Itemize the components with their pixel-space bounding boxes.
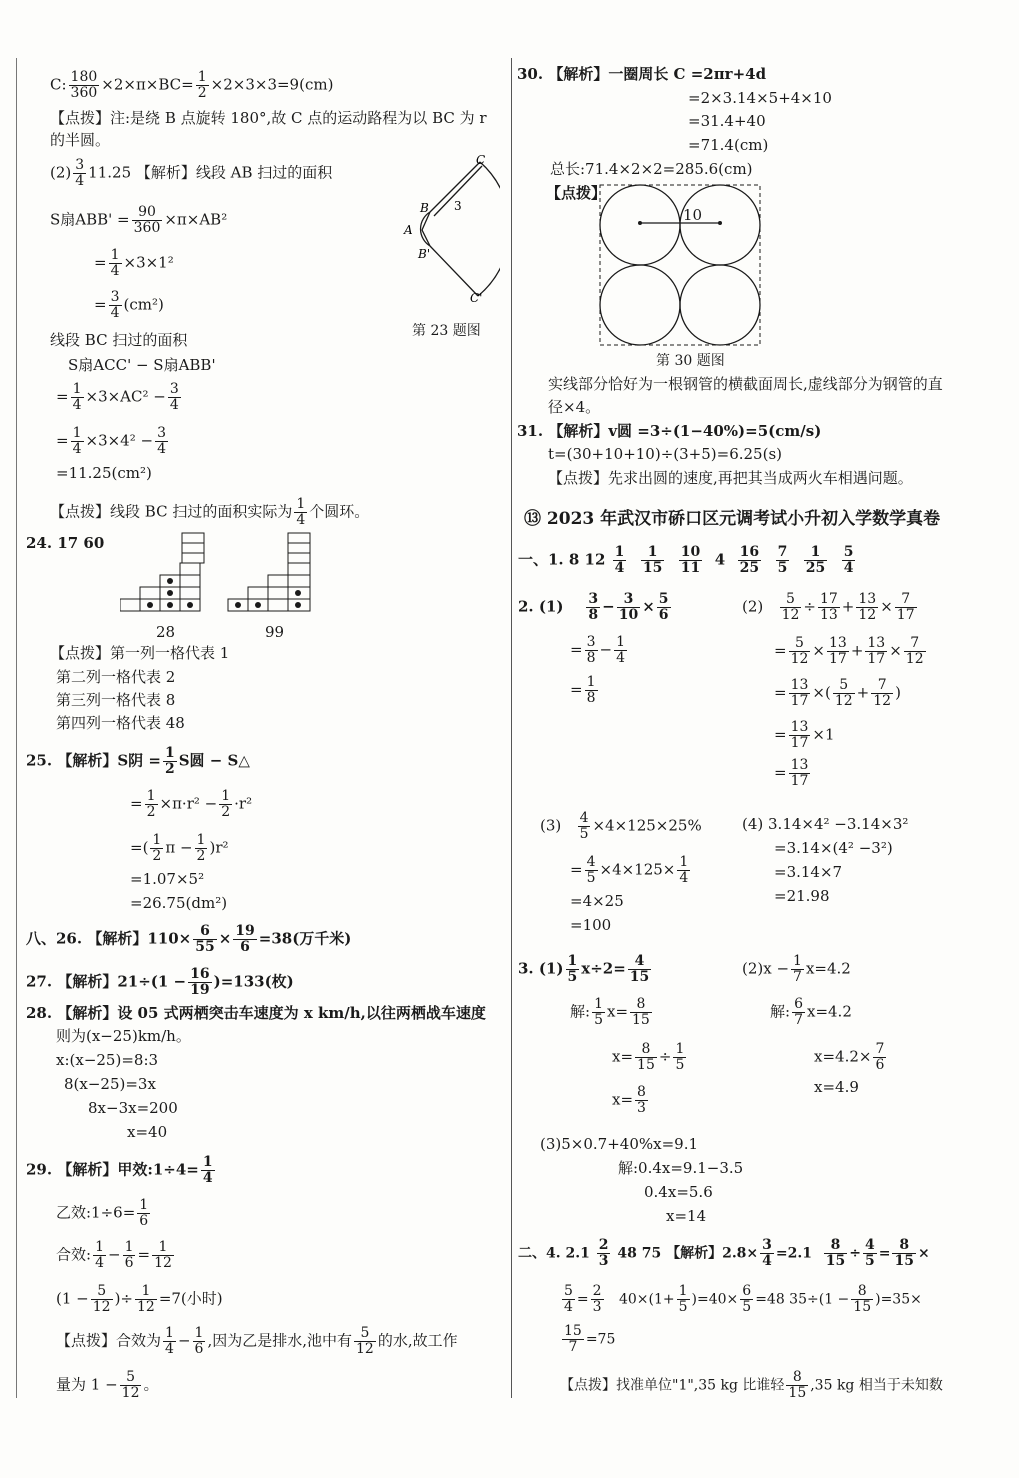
answer-29: 29. 【解析】甲效:1÷4= $\frac{1}{4}$ — [26, 1154, 213, 1186]
answer-28-b: 则为(x−25)km/h。 — [56, 1027, 191, 1045]
left-margin-rule — [16, 58, 17, 1398]
answer-31: 31. 【解析】v圆 =3÷(1−40%)=5(cm/s) — [517, 422, 822, 440]
dianbo-30-text-b: 径×4。 — [548, 398, 601, 416]
area-bc-1: S扇ACC' − S扇ABB' — [68, 356, 216, 374]
answer-24: 24. 17 60 — [26, 534, 105, 552]
equation-3-2-d: x=4.9 — [814, 1078, 859, 1096]
answer-28-c: x:(x−25)=8:3 — [56, 1051, 159, 1069]
answer-25-5: =26.75(dm²) — [130, 894, 228, 912]
calc-2-3-b: = $\frac{4}{5}$ ×4×125× $\frac{1}{4}$ — [570, 854, 689, 886]
calc-2-4-d: =21.98 — [774, 887, 830, 905]
equation-3-2: (2)x − $\frac{1}{7}$ x=4.2 — [742, 953, 851, 985]
svg-text:A: A — [404, 223, 413, 237]
svg-text:C': C' — [470, 291, 483, 305]
label-28: 28 — [156, 623, 176, 641]
answer-30: 30. 【解析】一圈周长 C =2πr+4d — [517, 65, 767, 83]
area-bc-2: = $\frac{1}{4}$ ×3×AC² − $\frac{3}{4}$ — [56, 381, 179, 413]
dianbo-29-b: 量为 1 − $\frac{5}{12}$ 。 — [56, 1369, 159, 1401]
calc-2-4-b: =3.14×(4² −3²) — [774, 839, 893, 857]
calc-2-2-e: = $\frac{13}{17}$ — [774, 757, 809, 789]
calc-2-3-c: =4×25 — [570, 892, 624, 910]
dianbo-23: 【点拨】注:是绕 B 点旋转 180°,故 C 点的运动路程为以 BC 为 r — [50, 109, 487, 127]
answer-25-4: =1.07×5² — [130, 870, 205, 888]
equation-3-1-d: x= $\frac{8}{3}$ — [612, 1084, 646, 1116]
answer-27: 27. 【解析】21÷(1 − $\frac{16}{19}$ )=133(枚) — [26, 966, 294, 998]
answer-26: 八、26. 【解析】110× $\frac{6}{55}$ × $\frac{19}{6}$ =38(万千米) — [26, 923, 352, 955]
svg-text:B': B' — [418, 247, 431, 261]
equation-3-3-c: 0.4x=5.6 — [644, 1183, 713, 1201]
calc-2-2-b: = $\frac{5}{12}$ × $\frac{13}{17}$ + $\frac{13}{17}$ × $\frac{7}{12}$ — [774, 635, 924, 667]
answer-4-b: $\frac{5}{4}$ = $\frac{2}{3}$ 40×(1+ $\frac{1}{5}$ )=40× $\frac{6}{5}$ =48 35÷(1 − $\frac{8}{15}$ )=35× — [564, 1283, 922, 1315]
answer-4: 二、4. 2.1 $\frac{2}{3}$ 48 75 【解析】2.8× $\frac{3}{4}$ =2.1 $\frac{8}{15}$ ÷ $\frac{4}{5}$ = $\frac{8}{15}$ × — [518, 1237, 930, 1269]
answer-30-d: =71.4(cm) — [688, 136, 769, 154]
equation-3-3: (3)5×0.7+40%x=9.1 — [540, 1135, 699, 1153]
figure-30-caption: 第 30 题图 — [656, 353, 725, 369]
calc-2-3: (3) $\frac{4}{5}$ ×4×125×25% — [540, 810, 702, 842]
calc-2-3-d: =100 — [570, 916, 612, 934]
label-99: 99 — [265, 623, 285, 641]
answer-31-b: t=(30+10+10)÷(3+5)=6.25(s) — [548, 445, 782, 463]
area-bc-4: =11.25(cm²) — [56, 464, 152, 482]
dianbo-24-d: 第四列一格代表 48 — [56, 714, 185, 732]
calc-2-2: (2) $\frac{5}{12}$ ÷ $\frac{17}{13}$ + $\frac{13}{12}$ × $\frac{7}{17}$ — [742, 591, 915, 623]
svg-text:B: B — [420, 201, 429, 215]
answer-29-d: (1 − $\frac{5}{12}$ )÷ $\frac{1}{12}$ =7(小时) — [56, 1283, 223, 1315]
figure-30-circles — [598, 183, 764, 349]
column-divider — [511, 58, 512, 1398]
dianbo-30: 【点拨】 — [546, 184, 607, 202]
area-abb-1: S扇ABB' = $\frac{90}{360}$ ×π×AB² — [50, 204, 228, 236]
answer-4-c: $\frac{15}{7}$ =75 — [564, 1323, 616, 1355]
answer-23-2: (2) $\frac{3}{4}$ 11.25 【解析】线段 AB 扫过的面积 — [50, 157, 333, 189]
equation-3-1-b: 解: $\frac{1}{5}$ x= $\frac{8}{15}$ — [570, 996, 650, 1028]
answer-30-b: =2×3.14×5+4×10 — [688, 89, 832, 107]
answer-29-c: 合效: $\frac{1}{4}$ − $\frac{1}{6}$ = $\frac{1}{12}$ — [56, 1239, 172, 1271]
answer-1: 一、1. 8 12 $\frac{1}{4}$ $\frac{1}{15}$ $\frac{10}{11}$ 4 $\frac{16}{25}$ $\frac{7}{5}$ $\frac{1}{25}$ $\frac{5}{4}$ — [518, 544, 854, 576]
figure-23-caption: 第 23 题图 — [412, 323, 481, 339]
answer-23-c-line: C: $\frac{180}{360}$ ×2×π×BC= $\frac{1}{2}$ ×2×3×3=9(cm) — [50, 69, 334, 101]
equation-3-2-c: x=4.2× $\frac{7}{6}$ — [814, 1041, 885, 1073]
answer-25: 25. 【解析】S阴 = $\frac{1}{2}$ S圆 − S△ — [26, 745, 250, 777]
svg-text:C: C — [476, 153, 486, 167]
label-10: 10 — [683, 206, 703, 224]
dianbo-23-cont: 的半圆。 — [50, 131, 111, 149]
calc-2-1-c: = $\frac{1}{8}$ — [570, 674, 596, 706]
equation-3-3-d: x=14 — [666, 1207, 707, 1225]
calc-2-4-c: =3.14×7 — [774, 863, 843, 881]
dianbo-24-b: 第二列一格代表 2 — [56, 668, 176, 686]
area-abb-3: = $\frac{3}{4}$ (cm²) — [94, 289, 164, 321]
dianbo-24-a: 【点拨】第一列一格代表 1 — [50, 644, 230, 662]
dianbo-31: 【点拨】先求出圆的速度,再把其当成两火车相遇问题。 — [548, 469, 913, 487]
equation-3-3-b: 解:0.4x=9.1−3.5 — [618, 1159, 744, 1177]
answer-28-e: 8x−3x=200 — [88, 1099, 178, 1117]
dianbo-24-c: 第三列一格代表 8 — [56, 691, 176, 709]
answer-28: 28. 【解析】设 05 式两栖突击车速度为 x km/h,以往两栖战车速度 — [26, 1004, 486, 1022]
calc-2-2-c: = $\frac{13}{17}$ ×( $\frac{5}{12}$ + $\frac{7}{12}$ ) — [774, 677, 901, 709]
area-abb-2: = $\frac{1}{4}$ ×3×1² — [94, 247, 174, 279]
dianbo-29: 【点拨】合效为 $\frac{1}{4}$ − $\frac{1}{6}$ ,因为乙是排水,池中有 $\frac{5}{12}$ 的水,故工作 — [56, 1325, 458, 1357]
calc-2-4: (4) 3.14×4² −3.14×3² — [742, 815, 909, 833]
answer-30-c: =31.4+40 — [688, 112, 766, 130]
area-bc-label: 线段 BC 扫过的面积 — [50, 331, 188, 349]
svg-text:3: 3 — [454, 199, 462, 213]
answer-30-e: 总长:71.4×2×2=285.6(cm) — [550, 160, 753, 178]
dianbo-4: 【点拨】找准单位"1",35 kg 比谁轻 $\frac{8}{15}$ ,35 kg 相当于未知数 — [560, 1369, 943, 1401]
calc-2-2-d: = $\frac{13}{17}$ ×1 — [774, 719, 835, 751]
equation-3-2-b: 解: $\frac{6}{7}$ x=4.2 — [770, 996, 852, 1028]
answer-28-d: 8(x−25)=3x — [64, 1075, 156, 1093]
figure-23-sector — [400, 150, 500, 310]
area-bc-3: = $\frac{1}{4}$ ×3×4² − $\frac{3}{4}$ — [56, 425, 166, 457]
equation-3-1-c: x= $\frac{8}{15}$ ÷ $\frac{1}{5}$ — [612, 1041, 685, 1073]
answer-29-b: 乙效:1÷6= $\frac{1}{6}$ — [56, 1197, 149, 1229]
answer-28-f: x=40 — [127, 1123, 168, 1141]
answer-25-2: = $\frac{1}{2}$ ×π·r² − $\frac{1}{2}$ ·r² — [130, 788, 253, 820]
figure-24-grids — [120, 531, 340, 613]
calc-2-1-b: = $\frac{3}{8}$ − $\frac{1}{4}$ — [570, 634, 625, 666]
equation-3-1: 3. (1) $\frac{1}{5}$ x÷2= $\frac{4}{15}$ — [518, 953, 650, 985]
dianbo-23-ring: 【点拨】线段 BC 扫过的面积实际为 $\frac{1}{4}$ 个圆环。 — [50, 496, 370, 528]
answer-25-3: =( $\frac{1}{2}$ π − $\frac{1}{2}$ )r² — [130, 832, 229, 864]
section-title: ⑬ 2023 年武汉市硚口区元调考试小升初入学数学真卷 — [524, 509, 941, 529]
calc-2-1: 2. (1) $\frac{3}{8}$ − $\frac{3}{10}$ × $\frac{5}{6}$ — [518, 591, 669, 623]
dianbo-30-text: 实线部分恰好为一根钢管的横截面周长,虚线部分为钢管的直 — [548, 375, 943, 393]
